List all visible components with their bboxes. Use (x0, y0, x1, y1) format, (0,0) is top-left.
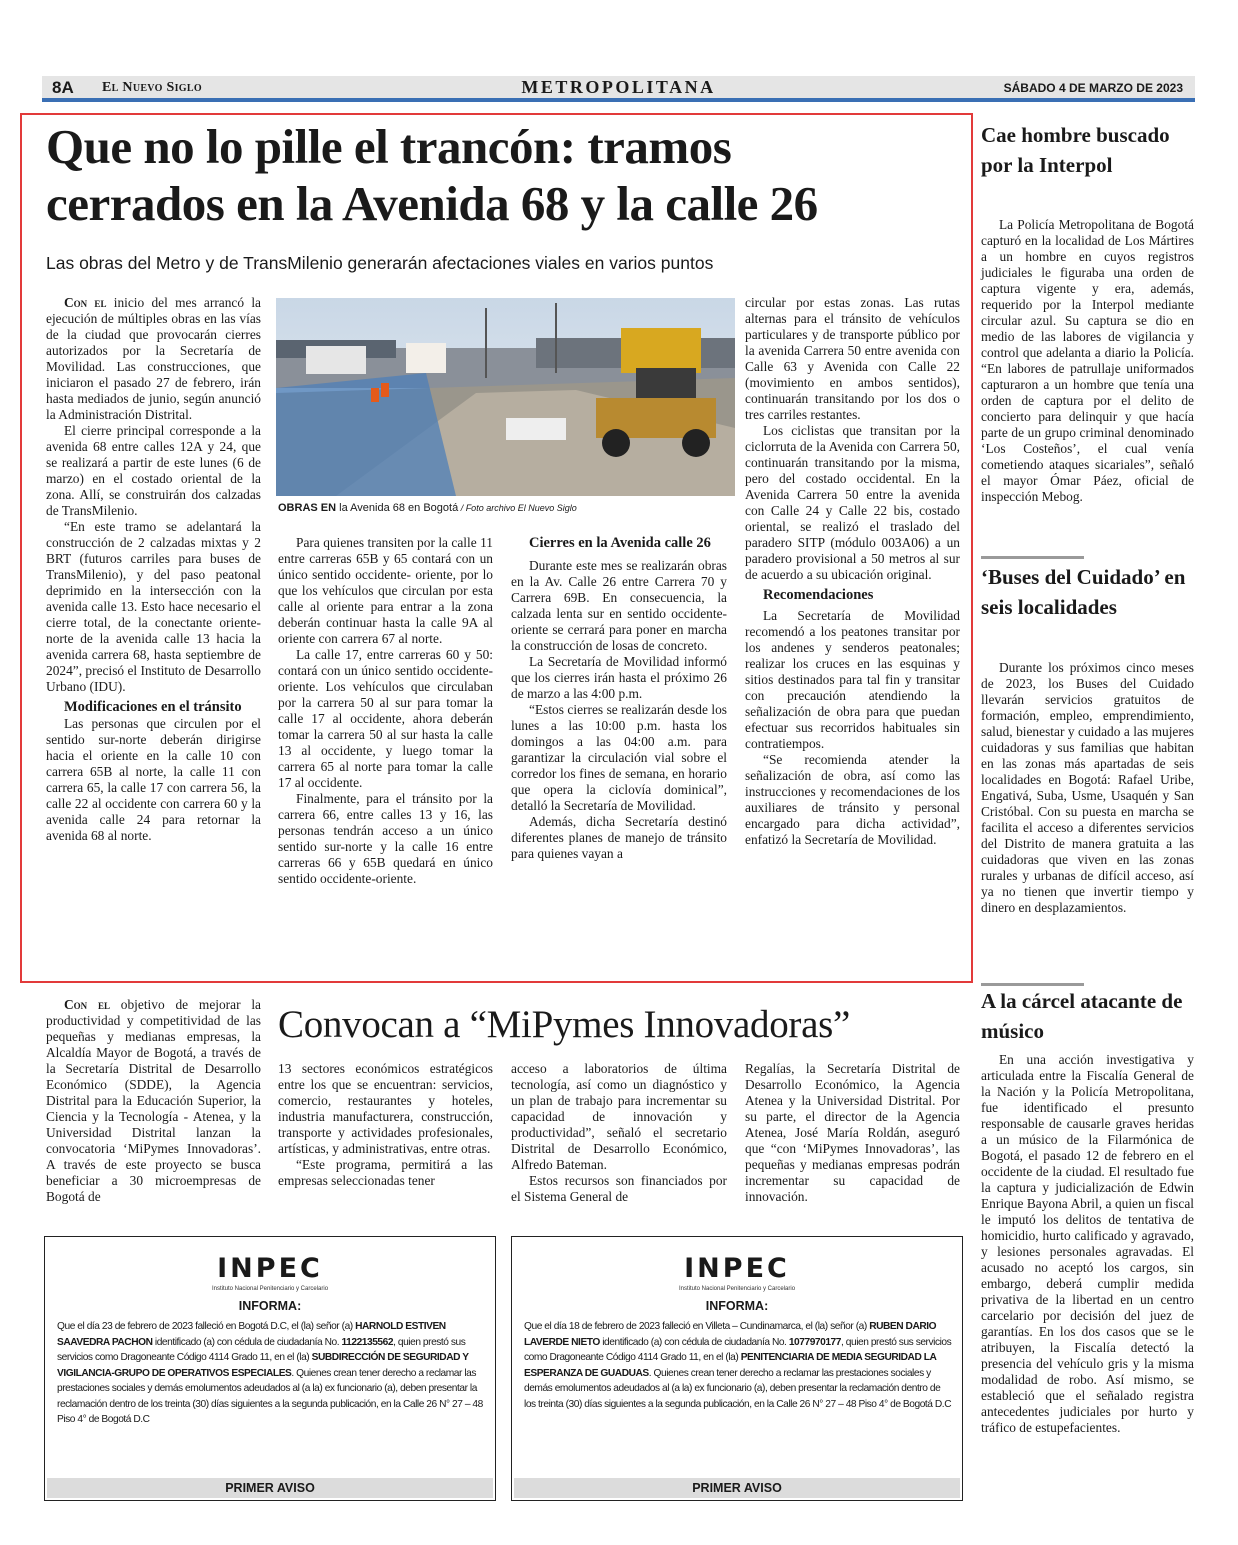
mipymes-column-3: acceso a laboratorios de última tecnología, así como un diagnóstico y un plan de trabajo para incrementar su capacidad de innovación y productividad”, señaló el secretario Distrital de Desarrollo Económico, Alfredo Bateman. Estos recursos son financiados por el Sistema General de (511, 1061, 727, 1204)
section-name: METROPOLITANA (521, 77, 716, 97)
inpec-notice-1: INPEC Instituto Nacional Penitenciario y Carcelario INFORMA: Que el día 23 de febrero de 2023 falleció en Bogotá D.C, el (la) señor (a) HARNOLD ESTIVEN SAAVEDRA PACHON identificado (a) con cédula de ciudadanía No. 1122135562, quien prestó sus servicios como Dragoneante Código 4114 Grado 11, en el (la) SUBDIRECCIÓN DE SEGURIDAD Y VIGILANCIA-GRUPO DE OPERATIVOS ESPECIALES. Quienes crean tener derecho a reclamar las prestaciones sociales y demás emolumentos adeudados al (a la) ex funcionario (a), deben presentar la reclamación dentro de los treinta (30) días siguientes a la segunda publicación, en la Calle 26 N° 27 – 48 Piso 4° de Bogotá D.C PRIMER AVISO (44, 1236, 496, 1501)
inpec-notice-2: INPEC Instituto Nacional Penitenciario y Carcelario INFORMA: Que el día 18 de febrero de 2023 falleció en Villeta – Cundinamarca, el (la) señor (a) RUBEN DARIO LAVERDE NIETO identificado (a) con cédula de ciudadanía No. 1077970177, quien prestó sus servicios como Dragoneante Código 4114 Grado 11, en el (la) PENITENCIARIA DE MEDIA SEGURIDAD LA ESPERANZA DE GUADUAS. Quienes crean tener derecho a reclamar las prestaciones sociales y demás emolumentos adeudados al (a la) ex funcionario (a), deben presentar la reclamación dentro de los treinta (30) días siguientes a la segunda publicación, en la Calle 26 N° 27 – 48 Piso 4° de Bogotá D.C PRIMER AVISO (511, 1236, 963, 1501)
article-column-1: Con el inicio del mes arrancó la ejecución de múltiples obras en las vías de la ciudad que provocarán cierres autorizados por la Secretaría de Movilidad. Las construcciones, que iniciaron el pasado 27 de febrero, irán hasta mediados de junio, según anunció la Administración Distrital. El cierre principal corresponde a la avenida 68 entre calles 12A y 24, que se realizará a partir de este lunes (6 de marzo) en el costado oriental de la zona. Allí, se construirán dos calzadas de TransMilenio. “En este tramo se adelantará la construcción de 2 calzadas mixtas y 2 BRT (futuros carriles para buses de TransMilenio), y del paso peatonal deprimido en la intersección con la avenida calle 13. Esto hace necesario el cierre total, de la conectante oriente- norte de la avenida calle 13 hacia la avenida carrera 68, hasta septiembre de 2024”, precisó el Instituto de Desarrollo Urbano (IDU). Modificaciones en el tránsito Las personas que circulen por el sentido sur-norte deberán dirigirse hacia el oriente en la calle 10 con carrera 65B al norte, la calle 11 con carrera 65, la calle 17 con carrera 56, la calle 22 al occidente con carrera 60 y la avenida calle 24 para retornar la avenida 68 al norte. (46, 295, 262, 843)
subheading: Cierres en la Avenida calle 26 (529, 535, 711, 551)
notice-heading: INFORMA: (238, 1299, 302, 1313)
inpec-logo: INPEC (684, 1253, 790, 1284)
lead-in: Con el (64, 997, 110, 1012)
subheading: Modificaciones en el tránsito (64, 699, 242, 715)
subheading: Recomendaciones (763, 587, 874, 603)
sidebar-headline: A la cárcel atacante de músico (981, 989, 1183, 1043)
sidebar-divider (981, 556, 1084, 559)
sidebar-headline: Cae hombre buscado por la Interpol (981, 123, 1170, 177)
mipymes-column-2: 13 sectores económicos estratégicos entre los que se encuentran: servicios, comercio, restaurantes y hoteles, industria manufacturera, construcción, transporte y actividades profesionales, artísticas, y administrativas, entre otras. “Este programa, permitirá a las empresas seleccionadas tener (278, 1061, 493, 1188)
notice-body: Que el día 18 de febrero de 2023 falleció en Villeta – Cundinamarca, el (la) señor (a) RUBEN DARIO LAVERDE NIETO identificado (a) con cédula de ciudadanía No. 1077970177, quien prestó sus servicios como Dragoneante Código 4114 Grado 11, en el (la) PENITENCIARIA DE MEDIA SEGURIDAD LA ESPERANZA DE GUADUAS. Quienes crean tener derecho a reclamar las prestaciones sociales y demás emolumentos adeudados al (a la) ex funcionario (a), deben presentar la reclamación dentro de los treinta (30) días siguientes a la segunda publicación, en la Calle 26 N° 27 – 48 Piso 4° de Bogotá D.C (524, 1321, 952, 1410)
issue-date: SÁBADO 4 DE MARZO DE 2023 (1003, 81, 1183, 95)
sidebar-story-2: Durante los próximos cinco meses de 2023, los Buses del Cuidado llevarán servicios gratuitos de formación, empleo, emprendimiento, salud, bienestar y cuidado a las mujeres cuidadoras y sus familias que habitan en las zonas más apartadas de seis localidades en Bogotá: Rafael Uribe, Engativá, Suba, Usme, Usaquén y San Cristóbal. Con su puesta en marcha se facilita el acceso a diferentes servicios del Distrito de manera gratuita a las cuidadoras que viven en las zonas rurales y urbanas de difícil acceso, así ya no tienen que invertir tiempo y dinero en desplazamientos. (981, 660, 1194, 915)
article-photo (276, 298, 735, 496)
newspaper-name: El Nuevo Siglo (102, 80, 202, 95)
main-subtitle: Las obras del Metro y de TransMilenio generarán afectaciones viales en varios puntos (46, 253, 714, 273)
article-column-2: Para quienes transiten por la calle 11 entre carreras 65B y 65 contará con un único sentido occidente- oriente, por lo que los vehículos que circulan por esta calle al oriente para entrar a la zona deberán continuar hasta la calle 9A al oriente con carrera 67 al norte. La calle 17, entre carreras 60 y 50: contará con un único sentido occidente-oriente. Los vehículos que circulaban por la carrera 50 al sur para tomar la calle 17 al occidente, ahora deberán tomar la carrera 50 al sur hasta la calle 13 al occidente, y luego tomar la carrera 65 al norte para tomar la calle 17 al occidente. Finalmente, para el tránsito por la carrera 66, entre calles 13 y 16, las personas tendrán acceso a un único sentido sur-norte y la calle 16 entre carreras 66 y 65B quedará en único sentido occidente-oriente. (278, 535, 493, 886)
page-header (42, 76, 1195, 102)
sidebar-headline: ‘Buses del Cuidado’ en seis localidades (981, 565, 1186, 619)
notice-body: Que el día 23 de febrero de 2023 falleció en Bogotá D.C, el (la) señor (a) HARNOLD ESTIVEN SAAVEDRA PACHON identificado (a) con cédula de ciudadanía No. 1122135562, quien prestó sus servicios como Dragoneante Código 4114 Grado 11, en el (la) SUBDIRECCIÓN DE SEGURIDAD Y VIGILANCIA-GRUPO DE OPERATIVOS ESPECIALES. Quienes crean tener derecho a reclamar las prestaciones sociales y demás emolumentos adeudados al (a la) ex funcionario (a), deben presentar la reclamación dentro de los treinta (30) días siguientes a la segunda publicación, en la Calle 26 N° 27 – 48 Piso 4° de Bogotá D.C (57, 1321, 483, 1425)
inpec-logo: INPEC (217, 1253, 323, 1284)
notice-footer: PRIMER AVISO (47, 1478, 493, 1498)
sidebar-story-3: En una acción investigativa y articulada entre la Fiscalía General de la Nación y la Policía Metropolitana, fue identificado el presunto responsable de causarle graves heridas a un músico de la Filarmónica de Bogotá, el pasado 12 de febrero en el occidente de la ciudad. El resultado fue la captura y judicialización de Edwin Enrique Bayona Abril, a quien un fiscal le imputó los delitos de tentativa de homicidio, hurto calificado y agravado, y lesiones personales agravadas. El acusado no aceptó los cargos, sin embargo, deberá cumplir medida privativa de la libertad en un centro carcelario por decisión del juez de garantías. En los dos casos que se le atribuyen, la Fiscalía detectó la presencia del vehículo gris y la misma modalidad de robo. Así mismo, se estableció que el señalado registra antecedentes judiciales por hurto y tráfico de estupefacientes. (981, 1052, 1194, 1435)
article-column-4: circular por estas zonas. Las rutas alternas para el tránsito de vehículos particulares y de transporte público por la avenida Carrera 50 entre avenida con Calle 63 y Avenida con Calle 22 (movimiento en ambos sentidos), continuarán transitando por los dos o tres carriles restantes. Los ciclistas que transitan por la ciclorruta de la Avenida con Carrera 50, continuarán transitando por la misma, pero del costado occidental. En la Avenida Carrera 50 entre la avenida con Calle 24 y Calle 22 bis, costado oriental, se realizó el traslado del paradero SITP (módulo 003A06) a un paradero provisional a 50 metros al sur de acuerdo a su ubicación original. Recomendaciones La Secretaría de Movilidad recomendó a los peatones transitar por los andenes y senderos peatonales; realizar los cruces en las esquinas y sitios destinados para tal fin y transitar con precaución atendiendo la señalización de obra para que puedan efectuar sus recorridos habituales sin contratiempos. “Se recomienda atender la señalización de obra, así como las instrucciones y recomendaciones de los auxiliares de tránsito y personal encargado para dicha actividad”, enfatizó la Secretaría de Movilidad. (745, 295, 960, 847)
main-headline: Que no lo pille el trancón: tramos cerrados en la Avenida 68 y la calle 26 (46, 119, 818, 231)
article-column-3: Cierres en la Avenida calle 26 Durante este mes se realizarán obras en la Av. Calle 26 entre Carrera 70 y Carrera 69B. En consecuencia, la calzada lenta sur en sentido occidente-oriente se cerrará para poner en marcha la construcción de losas de concreto. La Secretaría de Movilidad informó que los cierres irán hasta el próximo 26 de marzo a las 4:00 p.m. “Estos cierres se realizarán desde los lunes a las 10:00 p.m. hasta los domingos a las 04:00 a.m. para garantizar la circulación vial sobre el corredor los fines de semana, en horario que opera la ciclovía dominical”, detalló la Secretaría de Movilidad. Además, dicha Secretaría destinó diferentes planes de manejo de tránsito para quienes vayan a (511, 535, 727, 861)
notice-heading: INFORMA: (705, 1299, 769, 1313)
mipymes-column-1: Con el objetivo de mejorar la productividad y competitividad de las pequeñas y medianas empresas, la Alcaldía Mayor de Bogotá, a través de la Secretaría Distrital de Desarrollo Económico (SDDE), la Agencia Distrital para la Educación Superior, la Ciencia y la Tecnología - Atenea, y la Universidad Distrital lanzan la convocatoria ‘MiPymes Innovadoras’. A través de este proyecto se busca beneficiar a 30 microempresas de Bogotá de (46, 997, 261, 1204)
page-number: 8A (52, 78, 74, 97)
lead-in: Con el (64, 295, 107, 310)
notice-footer: PRIMER AVISO (514, 1478, 960, 1498)
sidebar-story-1: La Policía Metropolitana de Bogotá capturó en la localidad de Los Mártires a un hombre en cuyos registros judiciales le figuraba una orden de captura vigente y era, además, requerido por la Interpol mediante circular azul. Su captura se dio en medio de las labores de vigilancia y control que adelanta a diario la Policía. “En labores de patrullaje uniformados capturaron a un hombre que tenía una orden de captura por el delito de concierto para delinquir y que hacía parte de un grupo criminal denominado ‘Los Costeños’, el cual venía cometiendo ataques sicariales”, señaló el mayor Ómar Páez, oficial de inspección Mebog. (981, 217, 1194, 504)
mipymes-headline: Convocan a “MiPymes Innovadoras” (278, 1003, 851, 1046)
photo-caption: OBRAS EN la Avenida 68 en Bogotá / Foto archivo El Nuevo Siglo (278, 502, 577, 514)
mipymes-column-4: Regalías, la Secretaría Distrital de Desarrollo Económico, la Agencia Atenea y la Universidad Distrital. Por su parte, el director de la Agencia Atenea, José María Roldán, aseguró que “con ‘MiPymes Innovadoras’, las pequeñas y medianas empresas podrán incrementar su capacidad de innovación. (745, 1061, 960, 1204)
